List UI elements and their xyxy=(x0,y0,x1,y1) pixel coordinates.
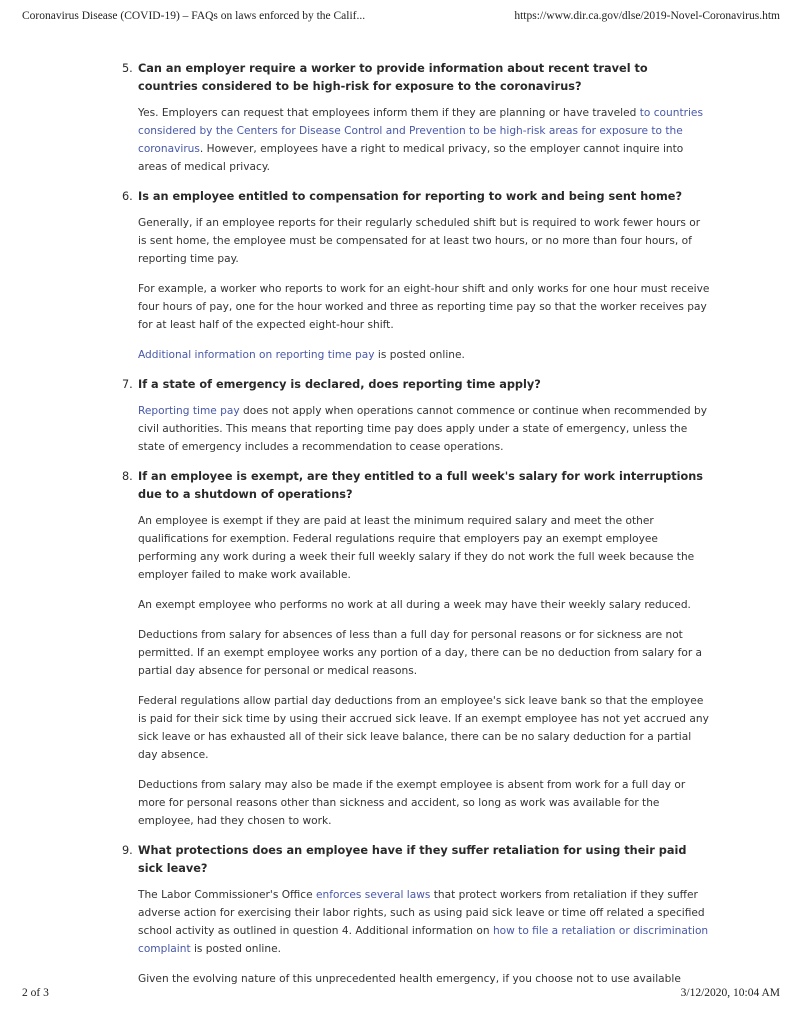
retaliation-complaint-link[interactable]: how to file a retaliation or discrimination complaint xyxy=(138,925,709,955)
question-number: 5. xyxy=(122,62,133,75)
answer-text: Yes. Employers can request that employees inform them if they are planning or have traveled xyxy=(138,107,640,119)
answer-text: is posted online. xyxy=(374,349,465,361)
answer-text: does not apply when operations cannot commence or continue when recommended by civil authorities. This means that reporting time pay does apply under a state of emergency, unless the state of emergency includes a recommendation to cease operations. xyxy=(138,405,707,453)
faq-question-8 xyxy=(122,468,710,504)
faq-question-7 xyxy=(122,376,710,394)
page-number: 2 of 3 xyxy=(22,987,49,999)
answer-text: The Labor Commissioner's Office xyxy=(138,889,316,901)
question-number: 6. xyxy=(122,190,133,203)
print-header xyxy=(22,10,780,22)
question-text: Is an employee entitled to compensation for reporting to work and being sent home? xyxy=(138,190,683,203)
question-text: If a state of emergency is declared, does reporting time apply? xyxy=(138,378,541,391)
question-text: Can an employer require a worker to provide information about recent travel to countries considered to be high-risk for exposure to the coronavirus? xyxy=(138,62,648,93)
faq-answer-8-para-2: An exempt employee who performs no work at all during a week may have their weekly salary reduced. xyxy=(138,599,691,611)
page-url: https://www.dir.ca.gov/dlse/2019-Novel-Coronavirus.htm xyxy=(514,10,780,22)
answer-text: that protect workers from retaliation if they suffer adverse action for exercising their labor rights, such as using paid sick leave or time off related a specified school activity as outlined in question 4. Additional information on xyxy=(138,889,705,937)
question-text: If an employee is exempt, are they entitled to a full week's salary for work interruptions due to a shutdown of operations? xyxy=(138,470,703,501)
question-number: 8. xyxy=(122,470,133,483)
reporting-time-pay-info-link[interactable]: Additional information on reporting time pay xyxy=(138,349,375,361)
faq-question-5 xyxy=(122,60,710,96)
question-number: 9. xyxy=(122,844,133,857)
faq-answer-9-para-1 xyxy=(138,886,710,958)
faq-question-9 xyxy=(122,842,710,878)
question-number: 7. xyxy=(122,378,133,391)
question-text: What protections does an employee have if they suffer retaliation for using their paid sick leave? xyxy=(138,844,687,875)
faq-answer-8-para-3: Deductions from salary for absences of less than a full day for personal reasons or for sickness are not permitted. If an exempt employee works any portion of a day, there can be no deduction from salary for a partial day absence for personal or medical reasons. xyxy=(138,629,703,677)
answer-text: . However, employees have a right to medical privacy, so the employer cannot inquire into areas of medical privacy. xyxy=(138,143,684,173)
faq-answer-6-para-2: For example, a worker who reports to work for an eight-hour shift and only works for one hour must receive four hours of pay, one for the hour worked and three as reporting time pay so that the worker receives pay for at least half of the expected eight-hour shift. xyxy=(138,283,710,331)
enforces-several-laws-link[interactable]: enforces several laws xyxy=(316,889,431,901)
faq-question-6 xyxy=(122,188,710,206)
reporting-time-pay-link[interactable]: Reporting time pay xyxy=(138,405,240,417)
faq-answer-6-para-3 xyxy=(138,346,710,364)
print-footer xyxy=(22,987,780,999)
faq-answer-9-para-2: Given the evolving nature of this unprecedented health emergency, if you choose not to use available xyxy=(138,973,681,985)
faq-answer-6-para-1: Generally, if an employee reports for their regularly scheduled shift but is required to work fewer hours or is sent home, the employee must be compensated for at least two hours, or no more than four hours, of reporting time pay. xyxy=(138,217,701,265)
faq-answer-7 xyxy=(138,402,710,456)
faq-answer-8-para-4: Federal regulations allow partial day deductions from an employee's sick leave bank so that the employee is paid for their sick time by using their accrued sick leave. If an exempt employee has not yet accrued any sick leave or has exhausted all of their sick leave balance, there can be no salary deduction for a partial day absence. xyxy=(138,695,709,761)
faq-answer-5 xyxy=(138,104,710,176)
cdc-high-risk-link[interactable]: to countries considered by the Centers for Disease Control and Prevention to be high-risk areas for exposure to the coronavirus xyxy=(138,107,703,155)
page-title: Coronavirus Disease (COVID-19) – FAQs on laws enforced by the Calif... xyxy=(22,10,366,22)
faq-content xyxy=(122,60,710,1000)
print-datetime: 3/12/2020, 10:04 AM xyxy=(680,987,780,999)
faq-answer-8-para-1: An employee is exempt if they are paid at least the minimum required salary and meet the other qualifications for exemption. Federal regulations require that employers pay an exempt employee performing any work during a week their full weekly salary if they do not work the full week because the employer failed to make work available. xyxy=(138,515,695,581)
faq-answer-8-para-5: Deductions from salary may also be made if the exempt employee is absent from work for a full day or more for personal reasons other than sickness and accident, so long as work was available for the employee, had they chosen to work. xyxy=(138,779,686,827)
answer-text: is posted online. xyxy=(190,943,281,955)
